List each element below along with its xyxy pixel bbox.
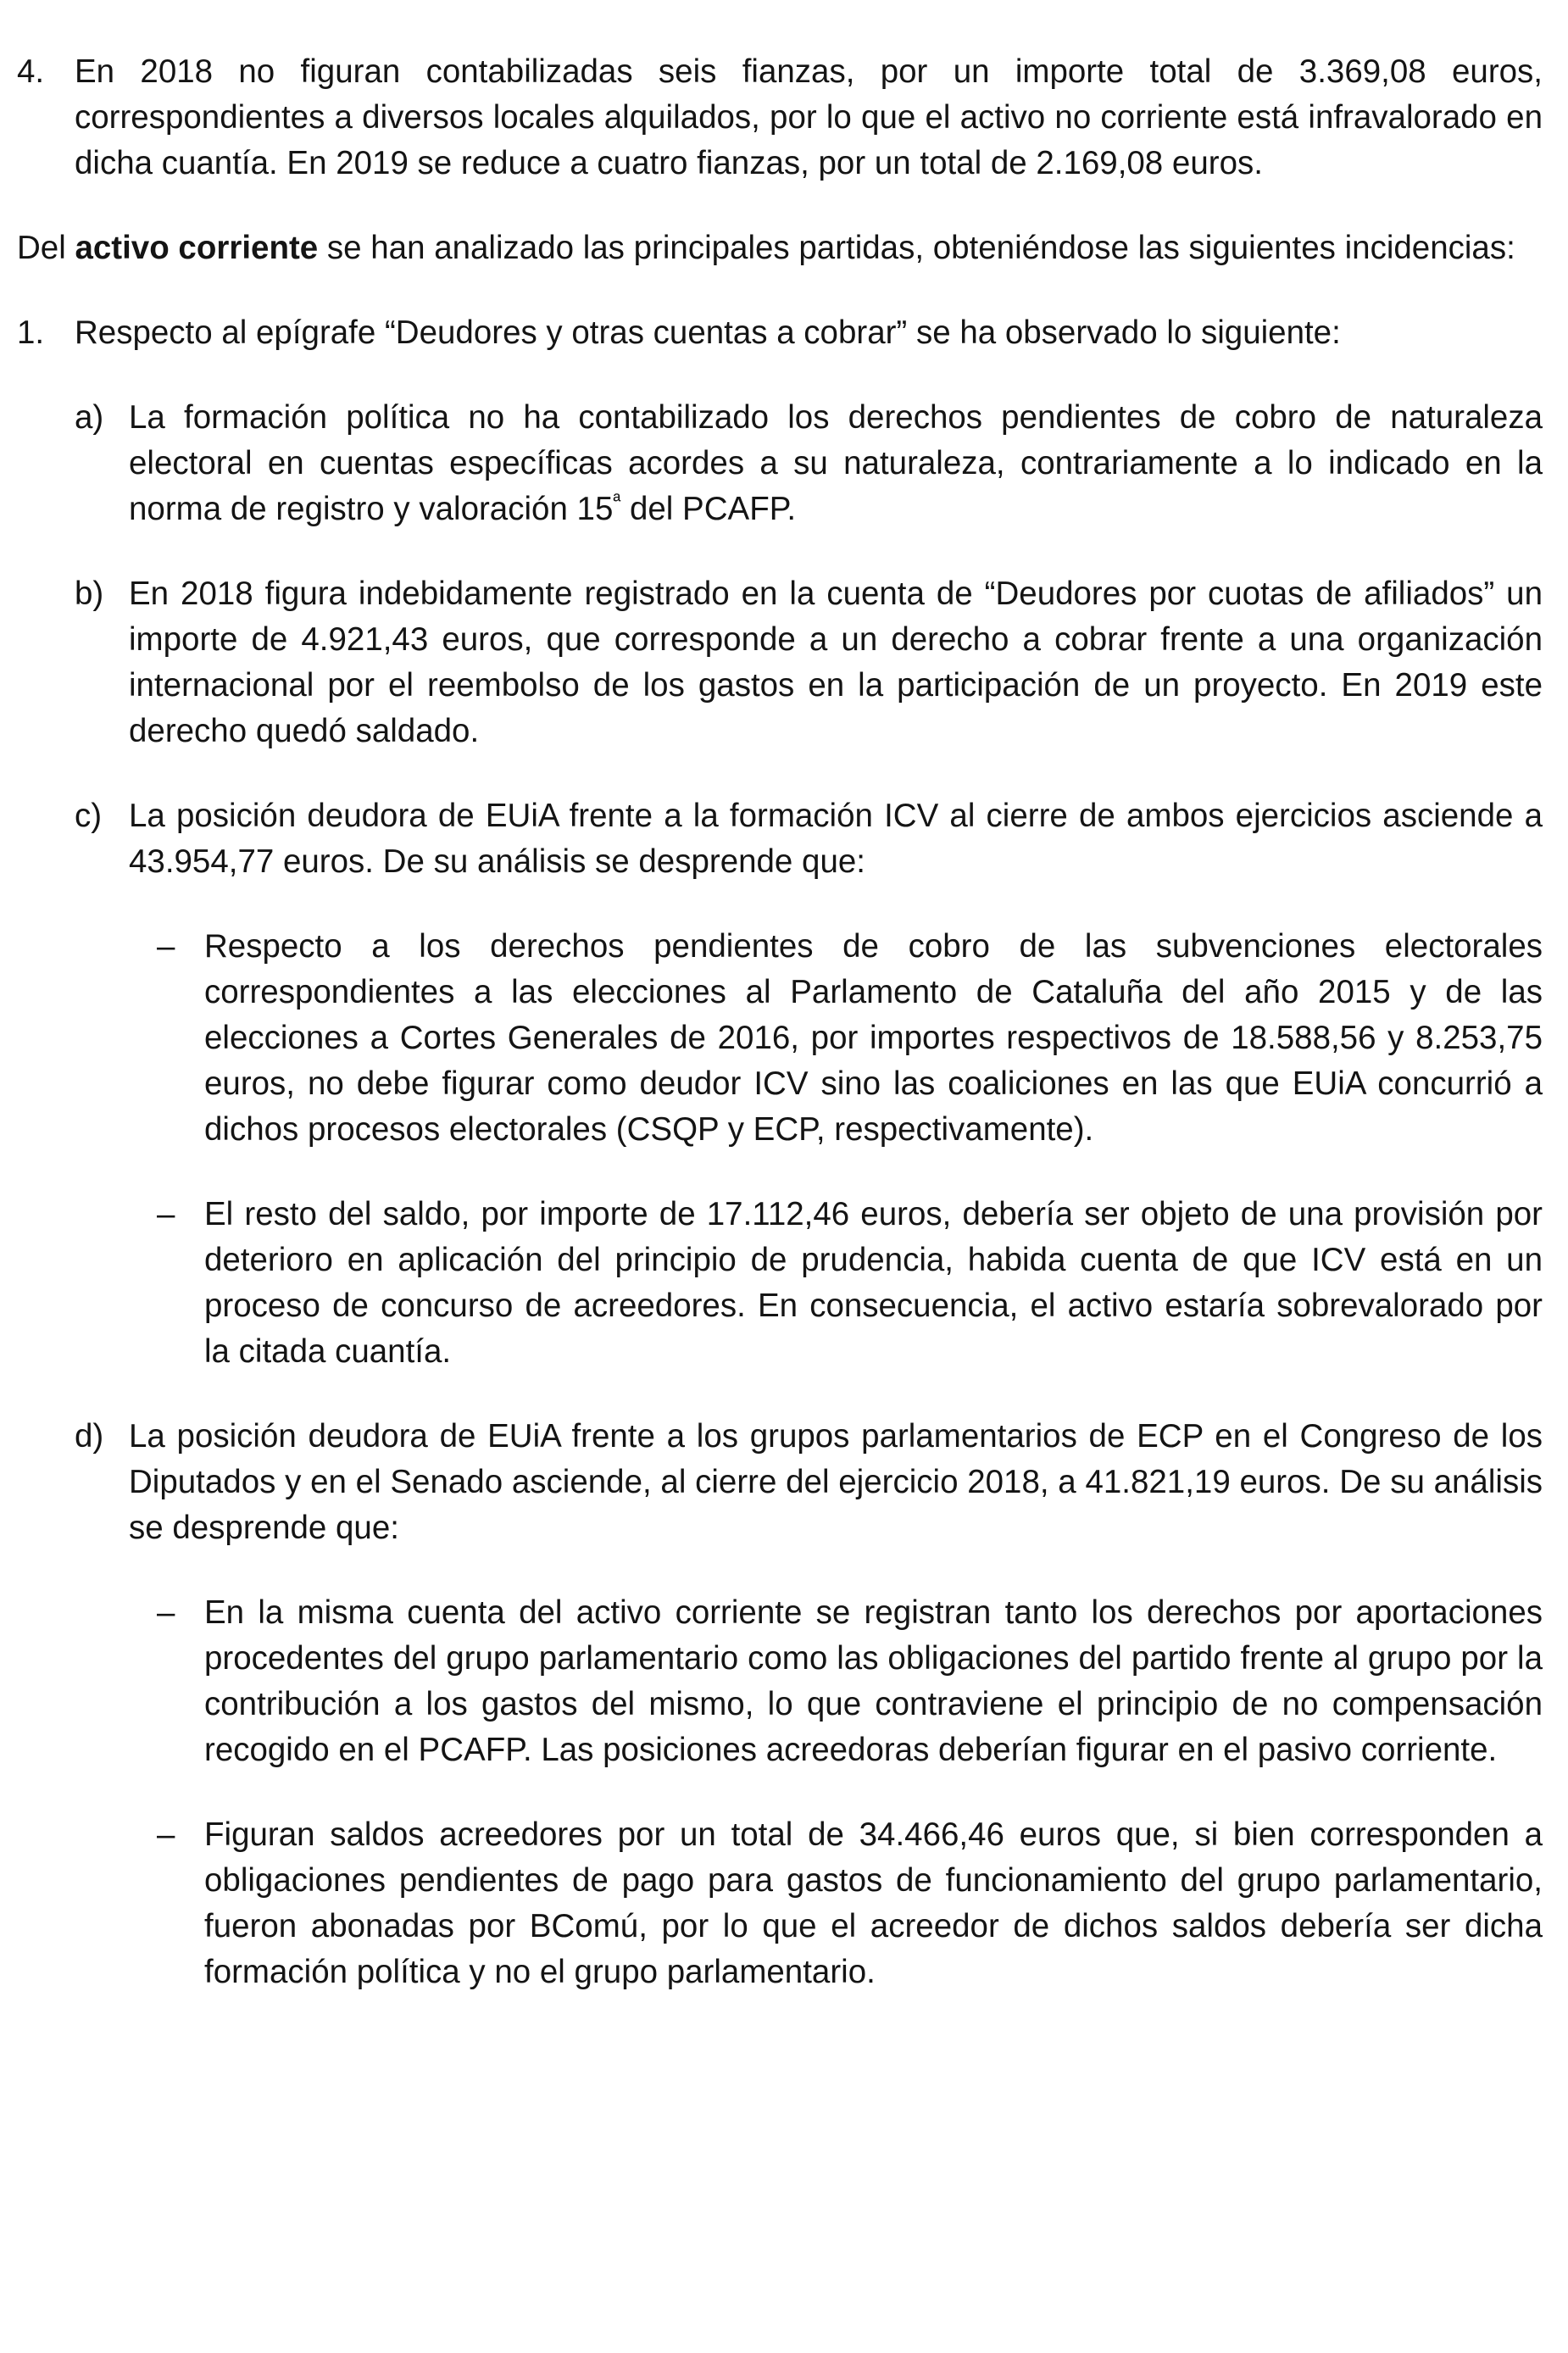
- dash-item-text: Respecto a los derechos pendientes de cobro de las subvenciones electorales correspondientes a las elecciones al Parlamento de Cataluña del año 2015 y de las elecciones a Cortes Generales de 2016, por importes respectivos de 18.588,56 y 8.253,75 euros, no debe figurar como deudor ICV sino las coaliciones en las que EUiA concurrió a dichos procesos electorales (CSQP y ECP, respectivamente).: [204, 928, 1543, 1148]
- list-marker: 1.: [17, 314, 45, 351]
- sub-item-b: [75, 571, 1543, 754]
- intro-text-after: se han analizado las principales partidas, obteniéndose las siguientes incidencias:: [318, 230, 1515, 266]
- dash-marker: –: [157, 1816, 175, 1853]
- sub-item-text: La formación política no ha contabilizado los derechos pendientes de cobro de naturaleza electoral en cuentas específicas acordes a su naturaleza, contrariamente a lo indicado en la norma de registro y valoración 15: [129, 399, 1543, 527]
- sub-marker: b): [75, 576, 104, 612]
- dash-item: [139, 924, 1543, 1153]
- dash-item: [139, 1590, 1543, 1773]
- ordinal-superscript: ª: [613, 490, 621, 514]
- dash-item-text: En la misma cuenta del activo corriente se registran tanto los derechos por aportaciones procedentes del grupo parlamentario como las obligaciones del partido frente al grupo por la contribución a los gastos del mismo, lo que contraviene el principio de no compensación recogido en el PCAFP. Las posiciones acreedoras deberían figurar en el pasivo corriente.: [204, 1594, 1543, 1768]
- sub-item-text: La posición deudora de EUiA frente a los grupos parlamentarios de ECP en el Congreso de los Diputados y en el Senado asciende, al cierre del ejercicio 2018, a 41.821,19 euros. De su análisis se desprende que:: [129, 1418, 1543, 1546]
- sub-marker: a): [75, 399, 104, 436]
- list-item-4: [17, 49, 1543, 186]
- sub-item-d: [75, 1414, 1543, 1551]
- dash-item-text: Figuran saldos acreedores por un total de 34.466,46 euros que, si bien corresponden a obligaciones pendientes de pago para gastos de funcionamiento del grupo parlamentario, fueron abonadas por BComú, por lo que el acreedor de dichos saldos debería ser dicha formación política y no el grupo parlamentario.: [204, 1816, 1543, 1990]
- sub-item-c: [75, 793, 1543, 885]
- dash-marker: –: [157, 1594, 175, 1631]
- sub-item-a: [75, 395, 1543, 532]
- dash-marker: –: [157, 928, 175, 965]
- dash-item: [139, 1812, 1543, 1995]
- sub-item-text-end: del PCAFP.: [620, 491, 797, 527]
- sub-marker: d): [75, 1418, 104, 1455]
- list-item-1: [17, 310, 1543, 356]
- document-page: [17, 49, 1543, 1995]
- sub-item-text: La posición deudora de EUiA frente a la formación ICV al cierre de ambos ejercicios asciende a 43.954,77 euros. De su análisis se desprende que:: [129, 798, 1543, 880]
- intro-bold-term: activo corriente: [75, 230, 319, 266]
- dash-item: [139, 1192, 1543, 1375]
- list-marker: 4.: [17, 53, 45, 90]
- list-item-text: En 2018 no figuran contabilizadas seis fianzas, por un importe total de 3.369,08 euros, correspondientes a diversos locales alquilados, por lo que el activo no corriente está infravalorado en dicha cuantía. En 2019 se reduce a cuatro fianzas, por un total de 2.169,08 euros.: [75, 53, 1543, 181]
- list-item-text: Respecto al epígrafe “Deudores y otras cuentas a cobrar” se ha observado lo siguiente:: [75, 314, 1341, 351]
- intro-paragraph: [17, 225, 1543, 271]
- intro-text-before: Del: [17, 230, 75, 266]
- dash-item-text: El resto del saldo, por importe de 17.112,46 euros, debería ser objeto de una provisión por deterioro en aplicación del principio de prudencia, habida cuenta de que ICV está en un proceso de concurso de acreedores. En consecuencia, el activo estaría sobrevalorado por la citada cuantía.: [204, 1196, 1543, 1370]
- dash-marker: –: [157, 1196, 175, 1232]
- sub-marker: c): [75, 798, 103, 834]
- sub-item-text: En 2018 figura indebidamente registrado en la cuenta de “Deudores por cuotas de afiliados” un importe de 4.921,43 euros, que corresponde a un derecho a cobrar frente a una organización internacional por el reembolso de los gastos en la participación de un proyecto. En 2019 este derecho quedó saldado.: [129, 576, 1543, 749]
